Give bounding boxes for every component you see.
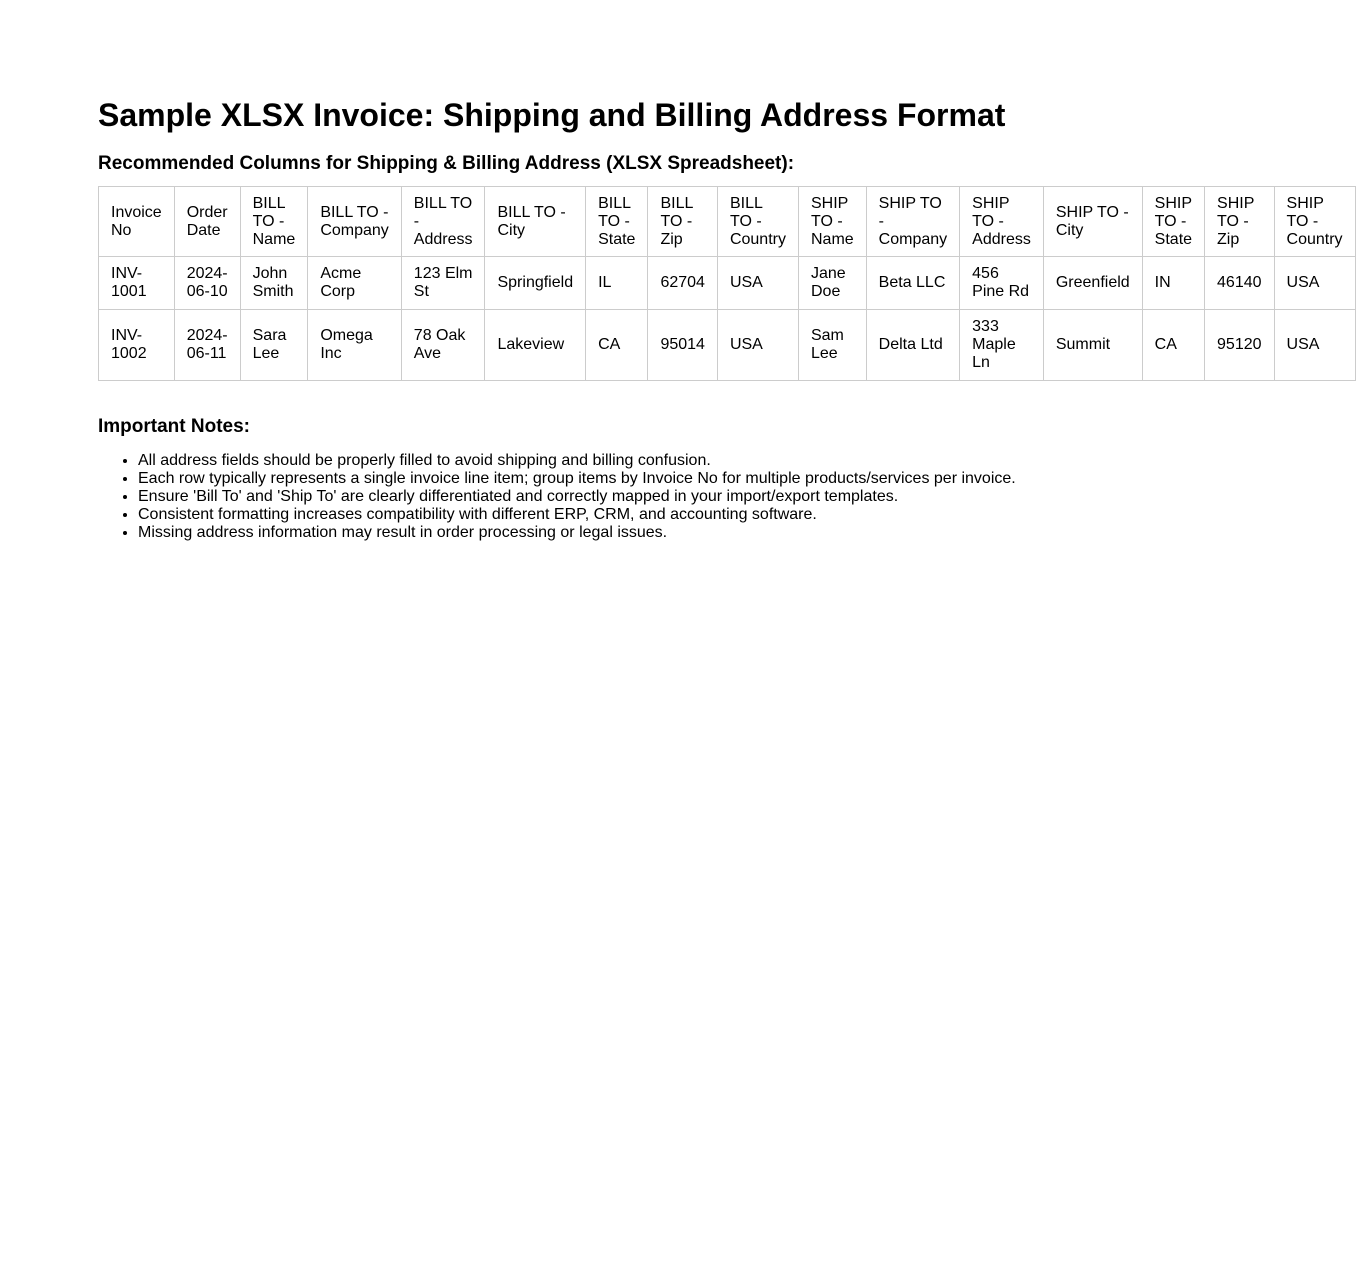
table-row <box>99 257 1356 310</box>
table-cell: 78 Oak Ave <box>401 310 485 381</box>
table-cell: IL <box>586 257 648 310</box>
table-cell: Acme Corp <box>308 257 401 310</box>
header-bill-to-state: BILL TO - State <box>586 187 648 257</box>
list-item: • Ensure 'Bill To' and 'Ship To' are clearly differentiated and correctly mapped in your import/export templates. <box>138 488 1278 506</box>
table-cell: Omega Inc <box>308 310 401 381</box>
header-order-date: Order Date <box>174 187 240 257</box>
table-cell: 95120 <box>1205 310 1275 381</box>
table-cell: Delta Ltd <box>866 310 959 381</box>
notes-heading: Important Notes: <box>98 416 250 437</box>
table-cell: Sara Lee <box>240 310 308 381</box>
page-title: Sample XLSX Invoice: Shipping and Billing Address Format <box>98 97 1006 133</box>
table-cell: 62704 <box>648 257 718 310</box>
header-bill-to-name: BILL TO - Name <box>240 187 308 257</box>
table-cell: Jane Doe <box>798 257 866 310</box>
header-bill-to-zip: BILL TO - Zip <box>648 187 718 257</box>
table-cell: USA <box>1274 310 1355 381</box>
table-cell: INV-1001 <box>99 257 175 310</box>
table-cell: 123 Elm St <box>401 257 485 310</box>
address-table <box>98 186 1356 381</box>
list-item: • Missing address information may result in order processing or legal issues. <box>138 524 1278 542</box>
header-bill-to-city: BILL TO - City <box>485 187 586 257</box>
notes-list <box>98 452 1278 542</box>
table-cell: Springfield <box>485 257 586 310</box>
header-bill-to-company: BILL TO - Company <box>308 187 401 257</box>
table-cell: CA <box>1142 310 1204 381</box>
table-cell: 2024-06-10 <box>174 257 240 310</box>
header-ship-to-name: SHIP TO - Name <box>798 187 866 257</box>
table-cell: IN <box>1142 257 1204 310</box>
header-invoice-no: Invoice No <box>99 187 175 257</box>
table-cell: 456 Pine Rd <box>960 257 1044 310</box>
table-cell: USA <box>717 257 798 310</box>
table-cell: Lakeview <box>485 310 586 381</box>
table-cell: CA <box>586 310 648 381</box>
table-cell: 95014 <box>648 310 718 381</box>
table-cell: 46140 <box>1205 257 1275 310</box>
table-cell: USA <box>1274 257 1355 310</box>
table-cell: John Smith <box>240 257 308 310</box>
table-cell: USA <box>717 310 798 381</box>
table-header-row <box>99 187 1356 257</box>
document-page <box>0 0 1343 542</box>
list-item: • All address fields should be properly filled to avoid shipping and billing confusion. <box>138 452 1278 470</box>
table-cell: INV-1002 <box>99 310 175 381</box>
table-cell: 333 Maple Ln <box>960 310 1044 381</box>
header-bill-to-address: BILL TO - Address <box>401 187 485 257</box>
header-bill-to-country: BILL TO - Country <box>717 187 798 257</box>
header-ship-to-zip: SHIP TO - Zip <box>1205 187 1275 257</box>
table-cell: 2024-06-11 <box>174 310 240 381</box>
table-cell: Summit <box>1043 310 1142 381</box>
header-ship-to-country: SHIP TO - Country <box>1274 187 1355 257</box>
table-container <box>98 186 1343 381</box>
table-row <box>99 310 1356 381</box>
list-item: • Consistent formatting increases compatibility with different ERP, CRM, and accounting software. <box>138 506 1278 524</box>
columns-heading: Recommended Columns for Shipping & Billing Address (XLSX Spreadsheet): <box>98 153 795 174</box>
table-cell: Beta LLC <box>866 257 959 310</box>
header-ship-to-company: SHIP TO - Company <box>866 187 959 257</box>
table-cell: Greenfield <box>1043 257 1142 310</box>
table-cell: Sam Lee <box>798 310 866 381</box>
header-ship-to-city: SHIP TO - City <box>1043 187 1142 257</box>
header-ship-to-state: SHIP TO - State <box>1142 187 1204 257</box>
list-item: • Each row typically represents a single invoice line item; group items by Invoice No for multiple products/services per invoice. <box>138 470 1278 488</box>
header-ship-to-address: SHIP TO - Address <box>960 187 1044 257</box>
